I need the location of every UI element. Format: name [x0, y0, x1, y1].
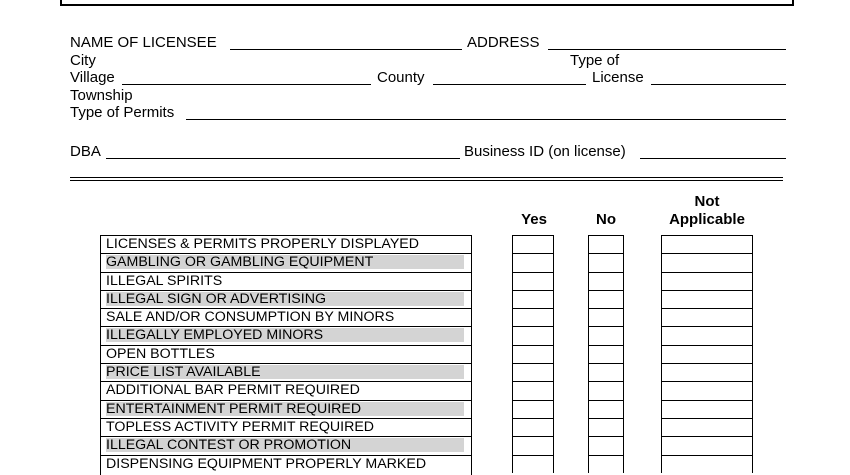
checklist-item-label: ADDITIONAL BAR PERMIT REQUIRED: [106, 382, 360, 399]
section-divider: [70, 177, 783, 181]
no-checkbox[interactable]: [588, 363, 624, 381]
checklist-row: [100, 345, 472, 363]
checklist-row: [100, 326, 472, 344]
na-checkbox[interactable]: [661, 272, 753, 290]
yes-checkbox[interactable]: [512, 455, 554, 473]
city-label: City: [70, 52, 96, 69]
license-label: License: [592, 69, 644, 86]
no-header: No: [596, 211, 616, 228]
checklist-item-label: ILLEGAL SPIRITS: [106, 272, 223, 289]
no-column: [588, 235, 624, 473]
checklist-item-label: GAMBLING OR GAMBLING EQUIPMENT: [106, 254, 374, 271]
checklist-item-label: OPEN BOTTLES: [106, 345, 215, 362]
na-checkbox[interactable]: [661, 418, 753, 436]
no-checkbox[interactable]: [588, 308, 624, 326]
business-id-field[interactable]: [640, 158, 786, 159]
dba-field[interactable]: [106, 158, 460, 159]
checklist-item-label: LICENSES & PERMITS PROPERLY DISPLAYED: [106, 236, 420, 252]
checklist-item-label: DISPENSING EQUIPMENT PROPERLY MARKED: [106, 455, 427, 472]
not-applicable-column: [661, 235, 753, 473]
dba-label: DBA: [70, 143, 101, 160]
checklist-item-label: ILLEGAL CONTEST OR PROMOTION: [106, 437, 352, 454]
no-checkbox[interactable]: [588, 345, 624, 363]
address-label: ADDRESS: [467, 34, 540, 51]
header-box: [60, 0, 794, 6]
type-of-label: Type of: [570, 52, 620, 69]
checklist-row: [100, 363, 472, 381]
yes-checkbox[interactable]: [512, 326, 554, 344]
no-checkbox[interactable]: [588, 253, 624, 271]
not-applicable-header-line1: Not: [694, 193, 720, 210]
checklist-row: [100, 290, 472, 308]
checklist-item-label: PRICE LIST AVAILABLE: [106, 364, 261, 381]
checklist: [100, 235, 472, 473]
checklist-row: [100, 400, 472, 418]
yes-checkbox[interactable]: [512, 363, 554, 381]
no-checkbox[interactable]: [588, 235, 624, 253]
no-checkbox[interactable]: [588, 326, 624, 344]
yes-checkbox[interactable]: [512, 308, 554, 326]
no-checkbox[interactable]: [588, 455, 624, 473]
address-field[interactable]: [548, 49, 786, 50]
yes-checkbox[interactable]: [512, 381, 554, 399]
na-checkbox[interactable]: [661, 290, 753, 308]
yes-checkbox[interactable]: [512, 345, 554, 363]
na-checkbox[interactable]: [661, 326, 753, 344]
checklist-row: [100, 308, 472, 326]
type-of-license-field[interactable]: [651, 84, 786, 85]
na-checkbox[interactable]: [661, 253, 753, 271]
na-checkbox[interactable]: [661, 363, 753, 381]
county-field[interactable]: [433, 84, 586, 85]
na-checkbox[interactable]: [661, 400, 753, 418]
checklist-row: [100, 272, 472, 290]
na-checkbox[interactable]: [661, 436, 753, 454]
yes-checkbox[interactable]: [512, 400, 554, 418]
village-label: Village: [70, 69, 115, 86]
township-label: Township: [70, 87, 133, 104]
no-checkbox[interactable]: [588, 400, 624, 418]
yes-checkbox[interactable]: [512, 436, 554, 454]
city-village-field[interactable]: [122, 84, 371, 85]
no-checkbox[interactable]: [588, 436, 624, 454]
checklist-row: [100, 235, 472, 253]
checklist-row: [100, 418, 472, 436]
na-checkbox[interactable]: [661, 381, 753, 399]
checklist-row: [100, 381, 472, 399]
checklist-row: [100, 455, 472, 473]
checklist-item-label: ENTERTAINMENT PERMIT REQUIRED: [106, 400, 362, 417]
checklist-row: [100, 253, 472, 271]
not-applicable-header-line2: Applicable: [669, 211, 745, 228]
na-checkbox[interactable]: [661, 308, 753, 326]
checklist-item-label: TOPLESS ACTIVITY PERMIT REQUIRED: [106, 418, 375, 435]
name-of-licensee-label: NAME OF LICENSEE: [70, 34, 217, 51]
business-id-label: Business ID (on license): [464, 143, 626, 160]
no-checkbox[interactable]: [588, 290, 624, 308]
checklist-item-label: ILLEGALLY EMPLOYED MINORS: [106, 327, 324, 344]
yes-checkbox[interactable]: [512, 235, 554, 253]
name-of-licensee-field[interactable]: [230, 49, 462, 50]
type-of-permits-field[interactable]: [186, 119, 786, 120]
yes-column: [512, 235, 554, 473]
checklist-item-label: SALE AND/OR CONSUMPTION BY MINORS: [106, 309, 395, 326]
yes-checkbox[interactable]: [512, 272, 554, 290]
yes-checkbox[interactable]: [512, 418, 554, 436]
type-of-permits-label: Type of Permits: [70, 104, 175, 121]
county-label: County: [377, 69, 425, 86]
yes-header: Yes: [521, 211, 547, 228]
na-checkbox[interactable]: [661, 345, 753, 363]
no-checkbox[interactable]: [588, 272, 624, 290]
no-checkbox[interactable]: [588, 418, 624, 436]
no-checkbox[interactable]: [588, 381, 624, 399]
yes-checkbox[interactable]: [512, 253, 554, 271]
not-applicable-header: [648, 193, 766, 229]
na-checkbox[interactable]: [661, 235, 753, 253]
checklist-item-label: ILLEGAL SIGN OR ADVERTISING: [106, 290, 326, 307]
na-checkbox[interactable]: [661, 455, 753, 473]
checklist-row: [100, 436, 472, 454]
yes-checkbox[interactable]: [512, 290, 554, 308]
